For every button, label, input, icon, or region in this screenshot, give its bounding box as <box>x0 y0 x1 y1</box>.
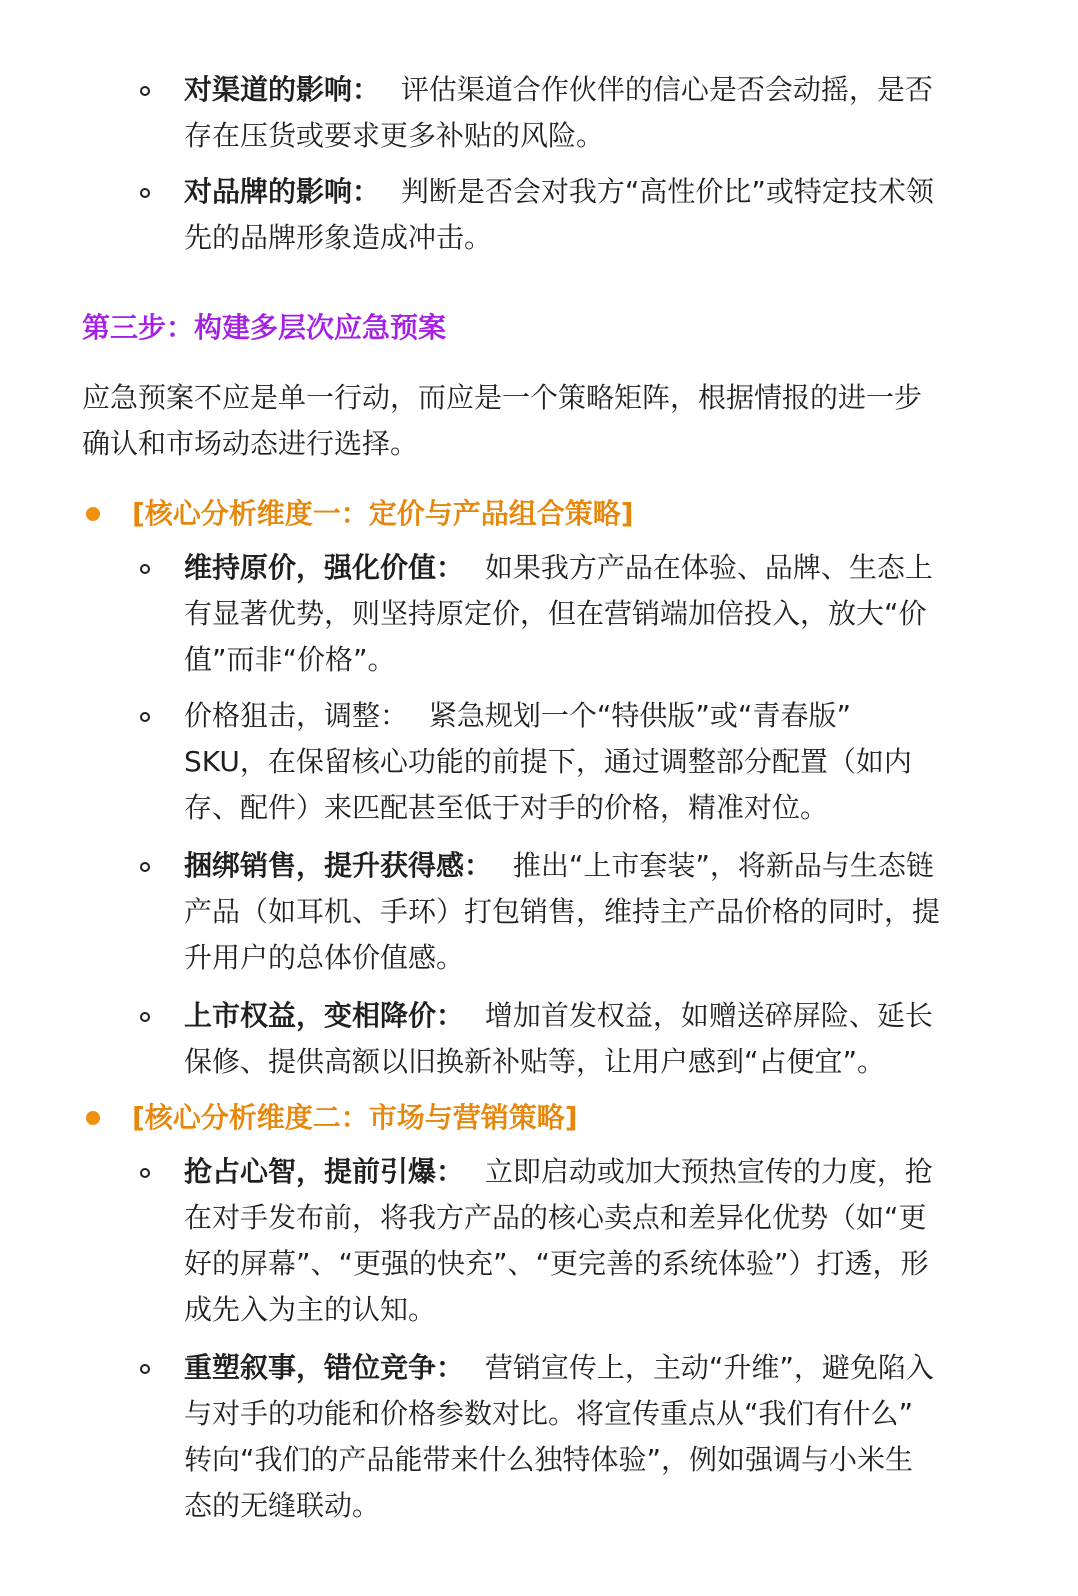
item-text: 先的品牌形象造成冲击。 <box>184 221 493 254</box>
list-item <box>184 1350 934 1386</box>
item-text: 紧急规划一个“特供版”或“青春版” <box>428 699 851 732</box>
hollow-bullet-icon <box>140 86 150 96</box>
list-item <box>184 72 933 108</box>
item-text: 与对手的功能和价格参数对比。将宣传重点从“我们有什么” <box>184 1397 914 1430</box>
paragraph-line: 应急预案不应是单一行动，而应是一个策略矩阵，根据情报的进一步 <box>82 381 923 414</box>
list-item <box>184 998 933 1034</box>
list-item <box>184 550 933 586</box>
item-text: 保修、提供高额以旧换新补贴等，让用户感到“占便宜”。 <box>184 1045 886 1078</box>
item-title: 对品牌的影响： <box>184 175 381 208</box>
item-text: 存在压货或要求更多补贴的风险。 <box>184 119 605 152</box>
item-text: 营销宣传上，主动“升维”，避免陷入 <box>484 1351 934 1384</box>
item-text: 推出“上市套装”，将新品与生态链 <box>512 849 934 882</box>
item-text: 升用户的总体价值感。 <box>184 941 465 974</box>
dimension-label: [核心分析维度一：定价与产品组合策略] <box>132 497 634 530</box>
list-item <box>184 1154 933 1190</box>
list-item <box>184 698 851 734</box>
item-title: 重塑叙事，错位竞争： <box>184 1351 465 1384</box>
item-text: 立即启动或加大预热宣传的力度，抢 <box>484 1155 933 1188</box>
item-title: 抢占心智，提前引爆： <box>184 1155 465 1188</box>
item-text: 判断是否会对我方“高性价比”或特定技术领 <box>400 175 934 208</box>
item-title: 价格狙击，调整： <box>184 699 409 732</box>
paragraph-line: 确认和市场动态进行选择。 <box>82 427 419 460</box>
hollow-bullet-icon <box>140 564 150 574</box>
orange-bullet-icon <box>86 1111 100 1125</box>
item-text: 如果我方产品在体验、品牌、生态上 <box>484 551 933 584</box>
hollow-bullet-icon <box>140 1364 150 1374</box>
item-text: 评估渠道合作伙伴的信心是否会动摇，是否 <box>400 73 933 106</box>
list-item <box>184 174 934 210</box>
item-text: 值”而非“价格”。 <box>184 643 396 676</box>
item-title: 维持原价，强化价值： <box>184 551 465 584</box>
orange-bullet-icon <box>86 507 100 521</box>
item-text: 成先入为主的认知。 <box>184 1293 437 1326</box>
item-text: SKU，在保留核心功能的前提下，通过调整部分配置（如内 <box>184 745 912 778</box>
item-text: 在对手发布前，将我方产品的核心卖点和差异化优势（如“更 <box>184 1201 927 1234</box>
hollow-bullet-icon <box>140 1168 150 1178</box>
item-text: 有显著优势，则坚持原定价，但在营销端加倍投入，放大“价 <box>184 597 927 630</box>
item-text: 存、配件）来匹配甚至低于对手的价格，精准对位。 <box>184 791 829 824</box>
item-text: 好的屏幕”、“更强的快充”、“更完善的系统体验”）打透，形 <box>184 1247 929 1280</box>
hollow-bullet-icon <box>140 188 150 198</box>
hollow-bullet-icon <box>140 1012 150 1022</box>
hollow-bullet-icon <box>140 862 150 872</box>
item-text: 态的无缝联动。 <box>184 1489 381 1522</box>
item-text: 产品（如耳机、手环）打包销售，维持主产品价格的同时，提 <box>184 895 941 928</box>
item-title: 上市权益，变相降价： <box>184 999 465 1032</box>
section-heading: 第三步：构建多层次应急预案 <box>82 311 447 344</box>
item-text: 增加首发权益，如赠送碎屏险、延长 <box>484 999 933 1032</box>
item-title: 对渠道的影响： <box>184 73 381 106</box>
dimension-label: [核心分析维度二：市场与营销策略] <box>132 1101 578 1134</box>
item-title: 捆绑销售，提升获得感： <box>184 849 493 882</box>
item-text: 转向“我们的产品能带来什么独特体验”，例如强调与小米生 <box>184 1443 914 1476</box>
list-item <box>184 848 934 884</box>
hollow-bullet-icon <box>140 712 150 722</box>
